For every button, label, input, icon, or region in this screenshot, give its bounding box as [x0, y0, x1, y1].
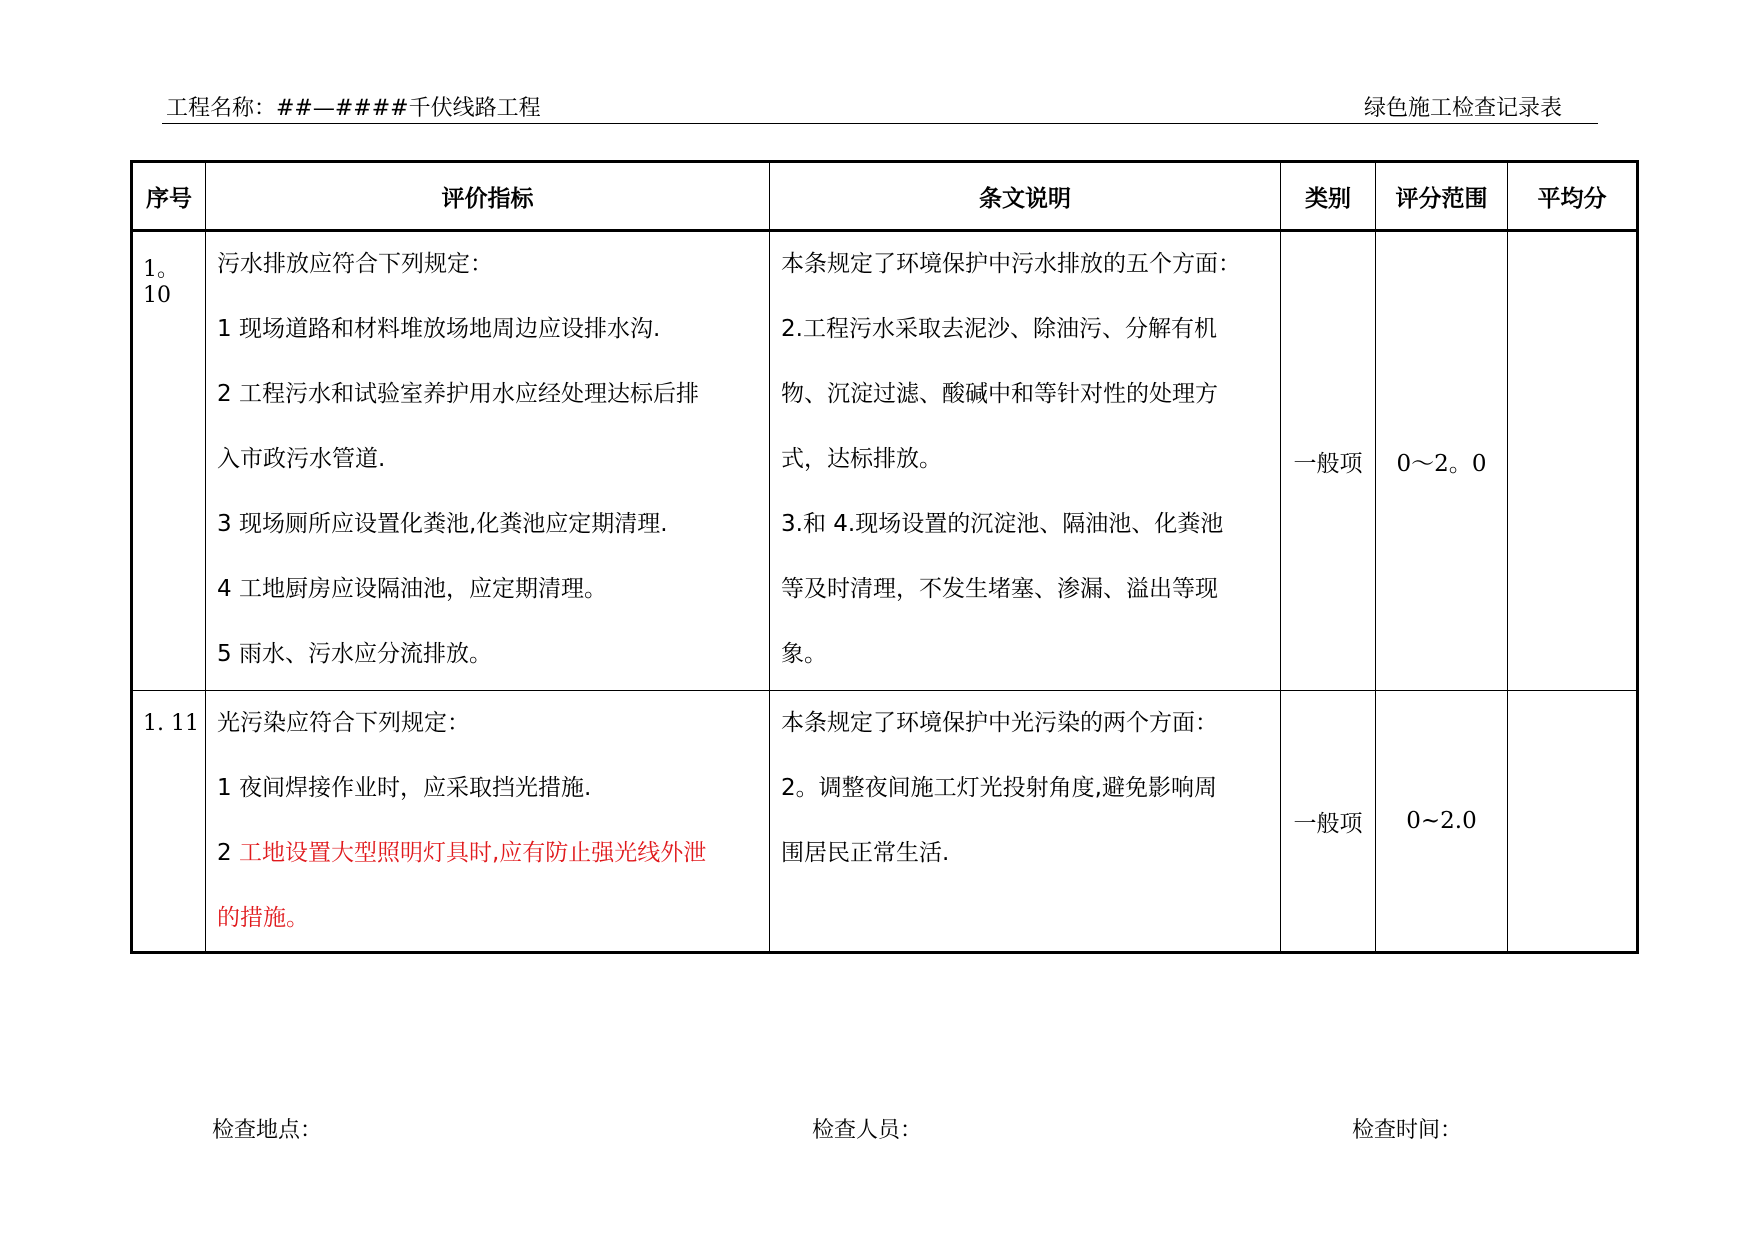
explanation-line: 式，达标排放。	[781, 446, 942, 472]
inspection-time-label: 检查时间：	[1352, 1118, 1463, 1143]
col-header-explanation: 条文说明	[770, 162, 1281, 231]
indicator-line: 4 工地厨房应设隔油池，应定期清理。	[217, 576, 607, 602]
table-header-row	[132, 162, 1638, 231]
table-row	[132, 231, 1638, 691]
col-header-average: 平均分	[1508, 162, 1638, 231]
inspection-table	[130, 160, 1639, 954]
inspection-location-label: 检查地点：	[212, 1118, 323, 1143]
col-header-indicator: 评价指标	[206, 162, 770, 231]
indicator-line: 污水排放应符合下列规定：	[217, 251, 493, 277]
category-cell: 一般项	[1281, 231, 1376, 691]
explanation-line: 围居民正常生活.	[781, 840, 950, 866]
explanation-line: 本条规定了环境保护中光污染的两个方面：	[781, 710, 1218, 736]
explanation-line: 物、沉淀过滤、酸碱中和等针对性的处理方	[781, 381, 1218, 407]
document-header	[162, 87, 1598, 124]
score-range-cell: 0~2.0	[1376, 691, 1508, 953]
indicator-line: 1 现场道路和材料堆放场地周边应设排水沟.	[217, 316, 661, 342]
explanation-line: 2。调整夜间施工灯光投射角度,避免影响周	[781, 775, 1217, 801]
form-title: 绿色施工检查记录表	[1363, 96, 1562, 121]
indicator-line	[217, 821, 761, 886]
project-name: 工程名称：##—####千伏线路工程	[166, 96, 541, 121]
col-header-seq: 序号	[132, 162, 206, 231]
indicator-line: 5 雨水、污水应分流排放。	[217, 641, 492, 667]
score-range-cell: 0～2。0	[1376, 231, 1508, 691]
explanation-line: 2.工程污水采取去泥沙、除油污、分解有机	[781, 316, 1217, 342]
explanation-cell	[770, 231, 1281, 691]
col-header-score-range: 评分范围	[1376, 162, 1508, 231]
highlighted-requirement: 的措施。	[217, 905, 309, 931]
explanation-line: 3.和 4.现场设置的沉淀池、隔油池、化粪池	[781, 511, 1224, 537]
inspector-label: 检查人员：	[812, 1118, 923, 1143]
category-cell: 一般项	[1281, 691, 1376, 953]
explanation-cell	[770, 691, 1281, 953]
indicator-cell	[206, 231, 770, 691]
indicator-line: 2 工程污水和试验室养护用水应经处理达标后排	[217, 381, 699, 407]
row-seq: 1. 11	[132, 691, 206, 953]
indicator-item-number: 2	[217, 840, 239, 866]
row-seq: 1。10	[132, 231, 206, 691]
explanation-line: 象。	[781, 641, 827, 667]
average-score-cell	[1508, 231, 1638, 691]
highlighted-requirement: 工地设置大型照明灯具时,应有防止强光线外泄	[238, 840, 707, 866]
explanation-line: 本条规定了环境保护中污水排放的五个方面：	[781, 251, 1241, 277]
indicator-cell	[206, 691, 770, 953]
indicator-line: 3 现场厕所应设置化粪池,化粪池应定期清理.	[217, 511, 668, 537]
indicator-line: 1 夜间焊接作业时，应采取挡光措施.	[217, 775, 592, 801]
average-score-cell	[1508, 691, 1638, 953]
indicator-line: 入市政污水管道.	[217, 446, 386, 472]
col-header-category: 类别	[1281, 162, 1376, 231]
table-row	[132, 691, 1638, 953]
explanation-line: 等及时清理，不发生堵塞、渗漏、溢出等现	[781, 576, 1218, 602]
indicator-line: 光污染应符合下列规定：	[217, 710, 470, 736]
